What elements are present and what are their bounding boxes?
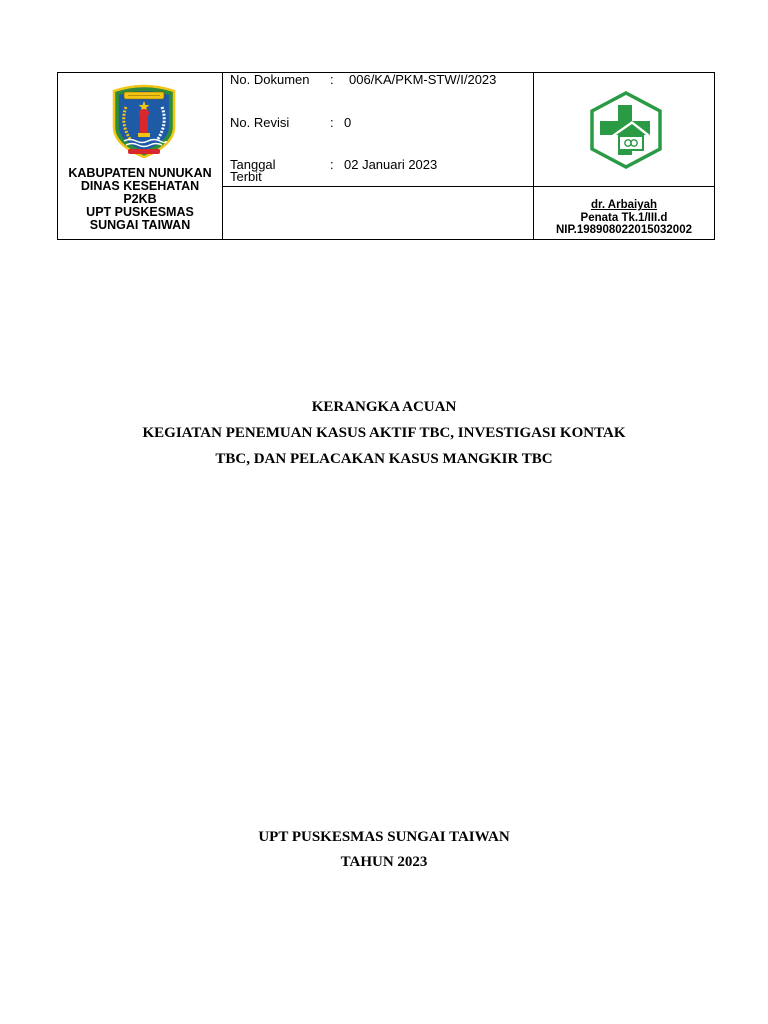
org-line-location: SUNGAI TAIWAN [89,218,191,232]
revision-value: 0 [344,115,352,130]
document-header-table [57,72,715,240]
document-title [0,394,768,472]
doc-number-label: No. Dokumen [230,72,310,87]
organization-cell [58,73,223,240]
issue-date-row [230,159,529,183]
document-footer [0,825,768,875]
revision-label: No. Revisi [230,115,290,130]
footer-year: TAHUN 2023 [340,854,428,870]
empty-meta-cell [223,187,534,240]
signatory-cell [534,187,715,240]
org-line-regency: KABUPATEN NUNUKAN [68,166,212,180]
title-line-3: TBC, DAN PELACAKAN KASUS MANGKIR TBC [215,451,553,467]
logo-cell [534,73,715,187]
signatory-rank: Penata Tk.1/III.d [580,211,668,224]
issue-date-colon: : [330,157,334,172]
signatory-block [534,199,714,237]
org-line-department: DINAS KESEHATAN [80,179,200,193]
issue-date-label: Tanggal Terbit [230,157,276,184]
title-line-2: KEGIATAN PENEMUAN KASUS AKTIF TBC, INVESTIGASI KONTAK [142,425,626,441]
issue-date-value: 02 Januari 2023 [344,157,438,172]
signatory-name: dr. Arbaiyah [590,199,658,211]
revision-colon: : [330,115,334,130]
revision-row [230,117,529,129]
signatory-nip: NIP.198908022015032002 [555,224,692,236]
doc-number-row [230,74,529,86]
nunukan-regency-emblem-icon [108,83,180,159]
doc-number-colon: : [330,72,334,87]
puskesmas-logo-icon [588,91,664,169]
footer-institution: UPT PUSKESMAS SUNGAI TAIWAN [258,829,510,845]
organization-name [58,167,222,232]
org-line-unit: UPT PUSKESMAS [86,205,194,219]
document-meta-cell [223,73,534,187]
org-line-division: P2KB [123,192,157,206]
title-line-1: KERANGKA ACUAN [311,399,457,415]
doc-number-value: 006/KA/PKM-STW/I/2023 [349,72,497,87]
